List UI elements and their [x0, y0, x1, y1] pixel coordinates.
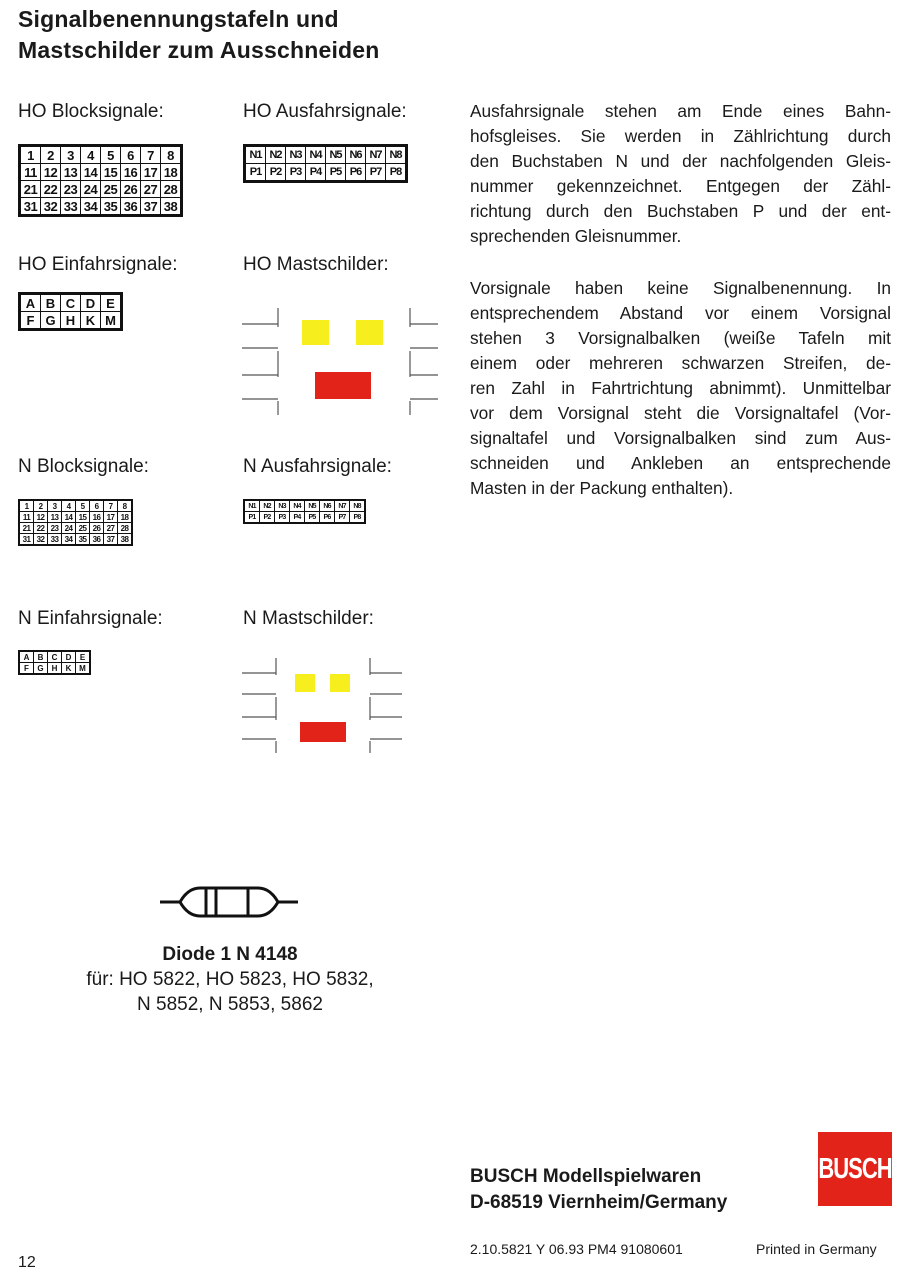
- grid-cell: 38: [118, 534, 132, 545]
- grid-cell: P5: [305, 512, 320, 523]
- grid-cell: C: [61, 295, 81, 312]
- grid-cell: 11: [21, 164, 41, 181]
- page-title: [18, 4, 380, 66]
- page-number: 12: [18, 1254, 36, 1271]
- ho-ausfahr-label: HO Ausfahrsignale:: [243, 101, 407, 122]
- ho-einfahr-label: HO Einfahrsignale:: [18, 254, 178, 275]
- ho-einfahr-grid: [18, 292, 123, 331]
- grid-cell: 18: [118, 512, 132, 523]
- grid-cell: 16: [121, 164, 141, 181]
- grid-row: [21, 164, 181, 181]
- diode-icon: [158, 880, 300, 924]
- grid-cell: B: [34, 652, 48, 663]
- grid-row: [20, 652, 90, 663]
- grid-cell: 13: [48, 512, 62, 523]
- grid-row: [21, 181, 181, 198]
- grid-cell: 33: [61, 198, 81, 215]
- grid-cell: 37: [141, 198, 161, 215]
- grid-cell: 3: [48, 501, 62, 512]
- grid-cell: P7: [366, 164, 386, 181]
- text-line: nummer gekennzeichnet. Entgegen der Zähl-: [470, 176, 891, 196]
- grid-cell: 35: [101, 198, 121, 215]
- grid-cell: 12: [34, 512, 48, 523]
- grid-cell: N1: [245, 501, 260, 512]
- grid-row: [20, 534, 132, 545]
- grid-row: [245, 512, 365, 523]
- grid-row: [20, 512, 132, 523]
- grid-cell: F: [20, 663, 34, 674]
- grid-cell: 24: [62, 523, 76, 534]
- grid-cell: P3: [286, 164, 306, 181]
- grid-cell: 1: [21, 147, 41, 164]
- printed-in: Printed in Germany: [756, 1241, 877, 1257]
- grid-cell: 3: [61, 147, 81, 164]
- grid-cell: N6: [320, 501, 335, 512]
- grid-cell: F: [21, 312, 41, 329]
- grid-cell: N5: [305, 501, 320, 512]
- grid-cell: P7: [335, 512, 350, 523]
- grid-cell: 26: [121, 181, 141, 198]
- ho-ausfahr-grid: [243, 144, 408, 183]
- grid-cell: P4: [290, 512, 305, 523]
- grid-cell: K: [81, 312, 101, 329]
- ho-mast-yellow-right: [356, 320, 383, 345]
- grid-cell: 36: [90, 534, 104, 545]
- grid-row: [21, 198, 181, 215]
- n-mast-yellow-left: [295, 674, 315, 692]
- grid-cell: 12: [41, 164, 61, 181]
- grid-cell: 4: [62, 501, 76, 512]
- ho-block-label: HO Blocksignale:: [18, 101, 164, 122]
- grid-cell: M: [101, 312, 121, 329]
- text-line: Ausfahrsignale stehen am Ende eines Bahn-: [470, 101, 891, 121]
- grid-cell: P3: [275, 512, 290, 523]
- grid-cell: N2: [260, 501, 275, 512]
- grid-cell: 22: [34, 523, 48, 534]
- grid-cell: P1: [246, 164, 266, 181]
- grid-cell: 33: [48, 534, 62, 545]
- grid-row: [21, 147, 181, 164]
- grid-cell: P5: [326, 164, 346, 181]
- vorsignal-paragraph: [470, 276, 891, 501]
- grid-cell: P2: [260, 512, 275, 523]
- grid-cell: N2: [266, 147, 286, 164]
- grid-cell: H: [48, 663, 62, 674]
- grid-cell: 8: [118, 501, 132, 512]
- grid-cell: 23: [61, 181, 81, 198]
- grid-cell: 28: [118, 523, 132, 534]
- grid-cell: P1: [245, 512, 260, 523]
- grid-cell: N3: [275, 501, 290, 512]
- grid-cell: 14: [62, 512, 76, 523]
- grid-cell: 5: [101, 147, 121, 164]
- grid-cell: D: [81, 295, 101, 312]
- diode-line-1: für: HO 5822, HO 5823, HO 5832,: [86, 969, 374, 990]
- text-line: entsprechendem Abstand vor einem Vorsignal: [470, 303, 891, 323]
- grid-cell: 25: [76, 523, 90, 534]
- grid-cell: 11: [20, 512, 34, 523]
- grid-cell: 31: [20, 534, 34, 545]
- grid-cell: 31: [21, 198, 41, 215]
- n-ausfahr-label: N Ausfahrsignale:: [243, 456, 392, 477]
- grid-row: [246, 164, 406, 181]
- grid-cell: 22: [41, 181, 61, 198]
- grid-cell: 2: [41, 147, 61, 164]
- grid-cell: 27: [104, 523, 118, 534]
- text-line: sprechenden Gleisnummer.: [470, 226, 682, 246]
- grid-cell: 2: [34, 501, 48, 512]
- grid-cell: D: [62, 652, 76, 663]
- text-line: hofsgleises. Sie werden in Zählrichtung durch: [470, 126, 891, 146]
- grid-cell: 7: [141, 147, 161, 164]
- grid-row: [20, 523, 132, 534]
- grid-cell: N8: [350, 501, 365, 512]
- grid-cell: 23: [48, 523, 62, 534]
- grid-cell: 24: [81, 181, 101, 198]
- grid-cell: 15: [76, 512, 90, 523]
- n-ausfahr-grid: [243, 499, 366, 524]
- grid-cell: P8: [350, 512, 365, 523]
- text-line: richtung durch den Buchstaben P und der ent-: [470, 201, 891, 221]
- grid-cell: 34: [62, 534, 76, 545]
- grid-cell: N4: [290, 501, 305, 512]
- print-code: 2.10.5821 Y 06.93 PM4 91080601: [470, 1241, 683, 1257]
- grid-row: [20, 663, 90, 674]
- n-block-label: N Blocksignale:: [18, 456, 149, 477]
- n-mast-diagram: [240, 655, 406, 755]
- n-mast-label: N Mastschilder:: [243, 608, 374, 629]
- grid-cell: H: [61, 312, 81, 329]
- text-line: Vorsignale haben keine Signalbenennung. In: [470, 278, 891, 298]
- grid-cell: 8: [161, 147, 181, 164]
- ausfahr-paragraph: [470, 99, 891, 249]
- grid-cell: 21: [21, 181, 41, 198]
- ho-mast-label: HO Mastschilder:: [243, 254, 389, 275]
- grid-cell: P2: [266, 164, 286, 181]
- grid-cell: 15: [101, 164, 121, 181]
- grid-cell: 37: [104, 534, 118, 545]
- text-line: schneiden und Ankleben an entsprechende: [470, 453, 891, 473]
- ho-mast-yellow-left: [302, 320, 329, 345]
- n-einfahr-grid: [18, 650, 91, 675]
- company-name: BUSCH Modellspielwaren: [470, 1166, 702, 1187]
- text-line: den Buchstaben N und der nachfolgenden Gleis-: [470, 151, 891, 171]
- grid-cell: 27: [141, 181, 161, 198]
- grid-cell: 34: [81, 198, 101, 215]
- grid-cell: A: [20, 652, 34, 663]
- grid-cell: 13: [61, 164, 81, 181]
- busch-logo-text: BUSCH: [818, 1152, 892, 1185]
- grid-cell: E: [101, 295, 121, 312]
- grid-cell: N5: [326, 147, 346, 164]
- grid-cell: 18: [161, 164, 181, 181]
- grid-cell: 21: [20, 523, 34, 534]
- grid-cell: A: [21, 295, 41, 312]
- grid-cell: 4: [81, 147, 101, 164]
- grid-cell: 32: [41, 198, 61, 215]
- grid-cell: N7: [335, 501, 350, 512]
- grid-cell: 7: [104, 501, 118, 512]
- title-line-1: Signalbenennungstafeln und: [18, 6, 339, 32]
- diode-line-2: N 5852, N 5853, 5862: [137, 994, 323, 1015]
- ho-block-grid: [18, 144, 183, 217]
- grid-cell: 14: [81, 164, 101, 181]
- text-line: ren Zahl in Fahrtrichtung abnimmt). Unmittelbar: [470, 378, 891, 398]
- company-address: D-68519 Viernheim/Germany: [470, 1192, 728, 1213]
- grid-cell: B: [41, 295, 61, 312]
- grid-cell: 32: [34, 534, 48, 545]
- grid-cell: 17: [141, 164, 161, 181]
- grid-cell: E: [76, 652, 90, 663]
- grid-cell: G: [41, 312, 61, 329]
- grid-cell: 28: [161, 181, 181, 198]
- diode-caption: [60, 942, 400, 1017]
- grid-cell: 35: [76, 534, 90, 545]
- ho-mast-red: [315, 372, 371, 399]
- grid-cell: P6: [346, 164, 366, 181]
- grid-cell: 25: [101, 181, 121, 198]
- grid-cell: P6: [320, 512, 335, 523]
- n-mast-yellow-right: [330, 674, 350, 692]
- grid-cell: N1: [246, 147, 266, 164]
- text-line: Masten in der Packung enthalten).: [470, 478, 734, 498]
- grid-cell: 16: [90, 512, 104, 523]
- text-line: vor dem Vorsignal steht die Vorsignaltafel (Vor-: [470, 403, 891, 423]
- grid-cell: M: [76, 663, 90, 674]
- grid-cell: 17: [104, 512, 118, 523]
- grid-row: [245, 501, 365, 512]
- n-einfahr-label: N Einfahrsignale:: [18, 608, 163, 629]
- grid-cell: N3: [286, 147, 306, 164]
- grid-cell: P4: [306, 164, 326, 181]
- grid-cell: C: [48, 652, 62, 663]
- busch-logo: [818, 1132, 892, 1206]
- grid-cell: N4: [306, 147, 326, 164]
- ho-mast-diagram: [240, 305, 440, 417]
- grid-cell: 26: [90, 523, 104, 534]
- grid-cell: 6: [90, 501, 104, 512]
- n-mast-red: [300, 722, 346, 742]
- text-line: stehen 3 Vorsignalbalken (weiße Tafeln mit: [470, 328, 891, 348]
- grid-cell: 6: [121, 147, 141, 164]
- grid-cell: 5: [76, 501, 90, 512]
- grid-row: [21, 312, 121, 329]
- company-block: [470, 1164, 727, 1216]
- grid-cell: N7: [366, 147, 386, 164]
- grid-cell: P8: [386, 164, 406, 181]
- text-line: signaltafel und Vorsignalbalken sind zum Aus-: [470, 428, 891, 448]
- text-line: einem oder mehreren schwarzen Streifen, de-: [470, 353, 891, 373]
- diode-title: Diode 1 N 4148: [162, 944, 298, 965]
- grid-row: [20, 501, 132, 512]
- grid-row: [21, 295, 121, 312]
- grid-cell: 36: [121, 198, 141, 215]
- grid-cell: K: [62, 663, 76, 674]
- grid-cell: 38: [161, 198, 181, 215]
- grid-cell: 1: [20, 501, 34, 512]
- title-line-2: Mastschilder zum Ausschneiden: [18, 37, 380, 63]
- grid-cell: N6: [346, 147, 366, 164]
- grid-cell: N8: [386, 147, 406, 164]
- grid-row: [246, 147, 406, 164]
- grid-cell: G: [34, 663, 48, 674]
- n-block-grid: [18, 499, 133, 546]
